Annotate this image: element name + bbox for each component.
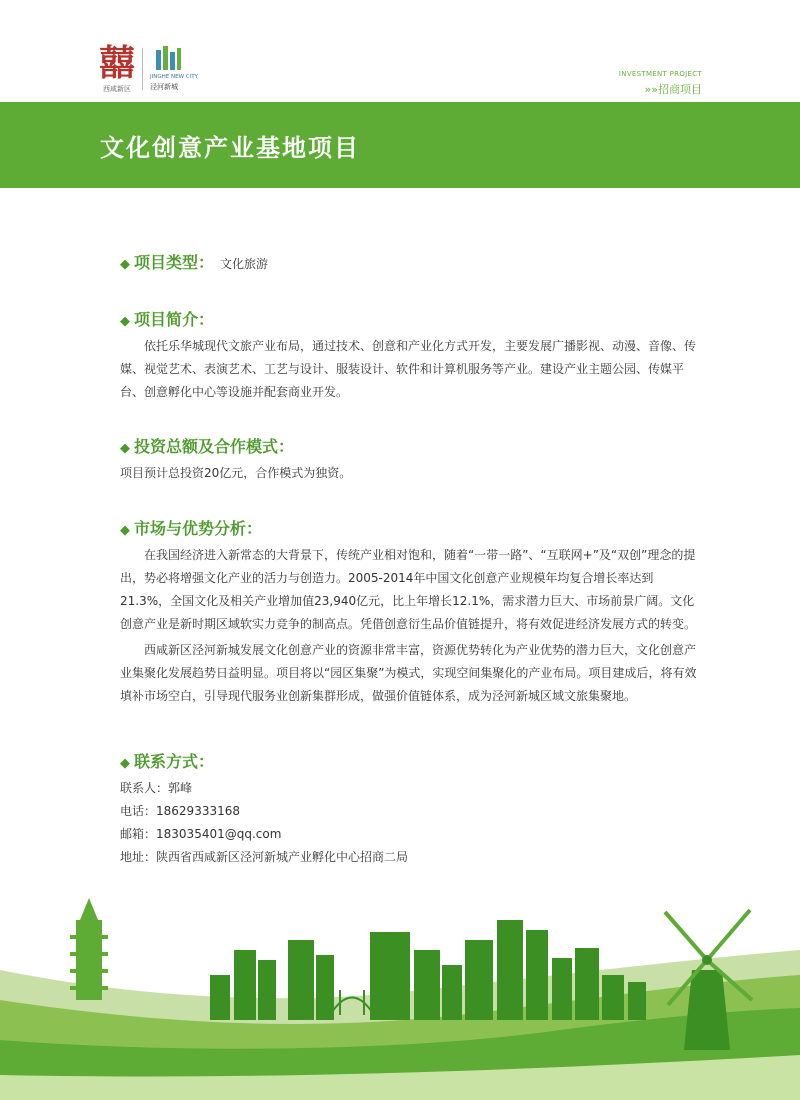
skyline-illustration	[0, 880, 800, 1100]
diamond-bullet-icon: ◆	[120, 314, 130, 329]
diamond-bullet-icon: ◆	[120, 756, 130, 771]
xixian-logo-glyph: 囍	[98, 42, 135, 84]
contact-phone-label: 电话：	[120, 804, 157, 818]
jinghe-logo	[150, 44, 210, 94]
contact-person: 郭峰	[168, 781, 193, 795]
jinghe-logo-cn: 泾河新城	[150, 83, 178, 91]
heading-label: 投资总额及合作模式：	[134, 437, 295, 456]
section-heading	[120, 516, 698, 539]
diamond-bullet-icon: ◆	[120, 441, 130, 456]
heading-label: 项目类型：	[134, 253, 215, 272]
investment-project-en: INVESTMENT PROJECT	[618, 70, 702, 78]
section-market-analysis	[120, 516, 698, 708]
jinghe-logo-mark	[154, 44, 182, 72]
section-investment	[120, 434, 351, 485]
contact-address-label: 地址：	[120, 850, 157, 864]
contact-address: 陕西省西咸新区泾河新城产业孵化中心招商二局	[156, 850, 409, 864]
logo-divider	[142, 48, 143, 90]
page-title: 文化创意产业基地项目	[100, 133, 360, 162]
contact-list	[120, 777, 408, 869]
investment-project-cn	[619, 81, 702, 97]
section-contact	[120, 749, 408, 869]
section-heading	[120, 250, 268, 273]
contact-person-label: 联系人：	[120, 781, 169, 795]
contact-phone-row	[120, 800, 408, 823]
section-heading	[120, 434, 351, 457]
investment-project-label	[619, 70, 702, 97]
intro-paragraph: 依托乐华城现代文旅产业布局，通过技术、创意和产业化方式开发，主要发展广播影视、动漫、音像、传媒、视觉艺术、表演艺术、工艺与设计、服装设计、软件和计算机服务等产业。建设产业主题公园、传媒平台、创意孵化中心等设施并配套商业开发。	[120, 339, 697, 399]
contact-email-label: 邮箱：	[120, 827, 157, 841]
section-project-intro	[120, 307, 698, 404]
xixian-logo-caption: 西咸新区	[103, 85, 131, 93]
title-band	[0, 102, 800, 188]
project-type-value: 文化旅游	[220, 257, 269, 271]
contact-email-row	[120, 823, 408, 846]
contact-address-row	[120, 846, 408, 869]
market-paragraph-2: 西咸新区泾河新城发展文化创意产业的资源非常丰富，资源优势转化为产业优势的潜力巨大，文化创意产业集聚化发展趋势日益明显。项目将以“园区集聚”为模式，实现空间集聚化的产业布局。项目建成后，将有效填补市场空白，引导现代服务业创新集群形成，做强价值链体系，成为泾河新城区域文旅集聚地。	[120, 643, 697, 703]
heading-label: 市场与优势分析：	[134, 519, 263, 538]
heading-label: 联系方式：	[134, 752, 215, 771]
xixian-logo	[98, 44, 136, 94]
investment-text: 项目预计总投资20亿元，合作模式为独资。	[120, 466, 352, 480]
section-project-type	[120, 250, 268, 273]
page-header	[0, 0, 800, 102]
heading-label: 项目简介：	[134, 310, 215, 329]
investment-project-cn-text: 招商项目	[658, 83, 702, 96]
diamond-bullet-icon: ◆	[120, 523, 130, 538]
section-heading	[120, 749, 408, 772]
arrows-icon: »»	[644, 83, 658, 96]
jinghe-logo-en: JINGHE NEW CITY	[150, 74, 198, 80]
contact-phone: 18629333168	[156, 804, 240, 818]
diamond-bullet-icon: ◆	[120, 257, 130, 272]
market-paragraph-1: 在我国经济进入新常态的大背景下，传统产业相对饱和，随着“一带一路”、“互联网+”及“双创”理念的提出，势必将增强文化产业的活力与创造力。2005-2014年中国文化创意产业规模年均复合增长率达到21.3%，全国文化及相关产业增加值23,940亿元，比上年增长12.1%，需求潜力巨大、市场前景广阔。文化创意产业是新时期区域软实力竞争的制高点。凭借创意衍生品价值链提升，将有效促进经济发展方式的转变。	[120, 548, 697, 631]
section-heading	[120, 307, 698, 330]
contact-email: 183035401@qq.com	[156, 827, 282, 841]
contact-person-row	[120, 777, 408, 800]
